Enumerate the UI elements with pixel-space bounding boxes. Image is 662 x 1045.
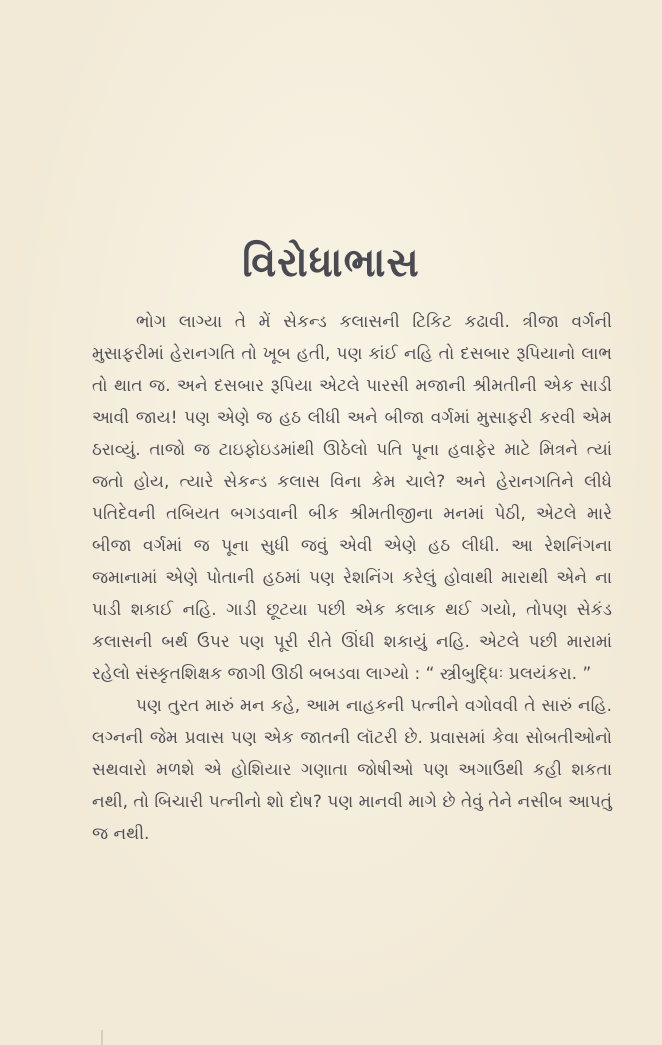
paragraph: પણ તુરત મારું મન કહે, આમ નાહકની પત્નીને વગોવવી તે સારું નહિ. લગ્નની જેમ પ્રવાસ પણ એક જાતની લૉટરી છે. પ્રવાસમાં કેવા સોબતીઓનો સથવારો મળશે એ હોશિયાર ગણાતા જોષીઓ પણ અગાઉથી કહી શકતા નથી, તો બિચારી પત્નીનો શો દોષ? પણ માનવી માગે છે તેવું તેને નસીબ આપતું જ નથી. [92,696,612,844]
chapter-body [92,306,612,850]
page-edge-mark [101,1030,103,1045]
paragraph: ભોગ લાગ્યા તે મેં સેકન્ડ કલાસની ટિકિટ કઢાવી. ત્રીજા વર્ગની મુસાફરીમાં હેરાનગતિ તો ખૂબ હતી, પણ કાંઈ નહિ તો દસબાર રૂપિયાનો લાભ તો થાત જ. અને દસબાર રૂપિયા એટલે પારસી મજાની શ્રીમતીની એક સાડી આવી જાય! પણ એણે જ હઠ લીધી અને બીજા વર્ગમાં મુસાફરી કરવી એમ ઠરાવ્યું. તાજો જ ટાઇફોઇડમાંથી ઊઠેલો પતિ પૂના હવાફેર માટે મિત્રને ત્યાં જતો હોય, ત્યારે સેકન્ડ કલાસ વિના કેમ ચાલે? અને હેરાનગતિને લીધે પતિદેવની તબિયત બગડવાની બીક શ્રીમતીજીના મનમાં પેઠી, એટલે મારે બીજા વર્ગમાં જ પૂના સુધી જવું એવી એણે હઠ લીધી. આ રેશનિંગના જમાનામાં એણે પોતાની હઠમાં પણ રેશનિંગ કરેલું હોવાથી મારાથી એને ના પાડી શકાઈ નહિ. ગાડી છૂટયા પછી એક કલાક થઈ ગયો, તોપણ સેકંડ કલાસની બર્થ ઉપર પણ પૂરી રીતે ઊંઘી શકાયું નહિ. એટલે પછી મારામાં રહેલો સંસ્કૃતશિક્ષક જાગી ઊઠી બબડવા લાગ્યો : “ સ્ત્રીબુદ્ધિઃ પ્રલયંકરા. ” [92,312,612,684]
chapter-title: વિરોધાભાસ [242,240,420,286]
